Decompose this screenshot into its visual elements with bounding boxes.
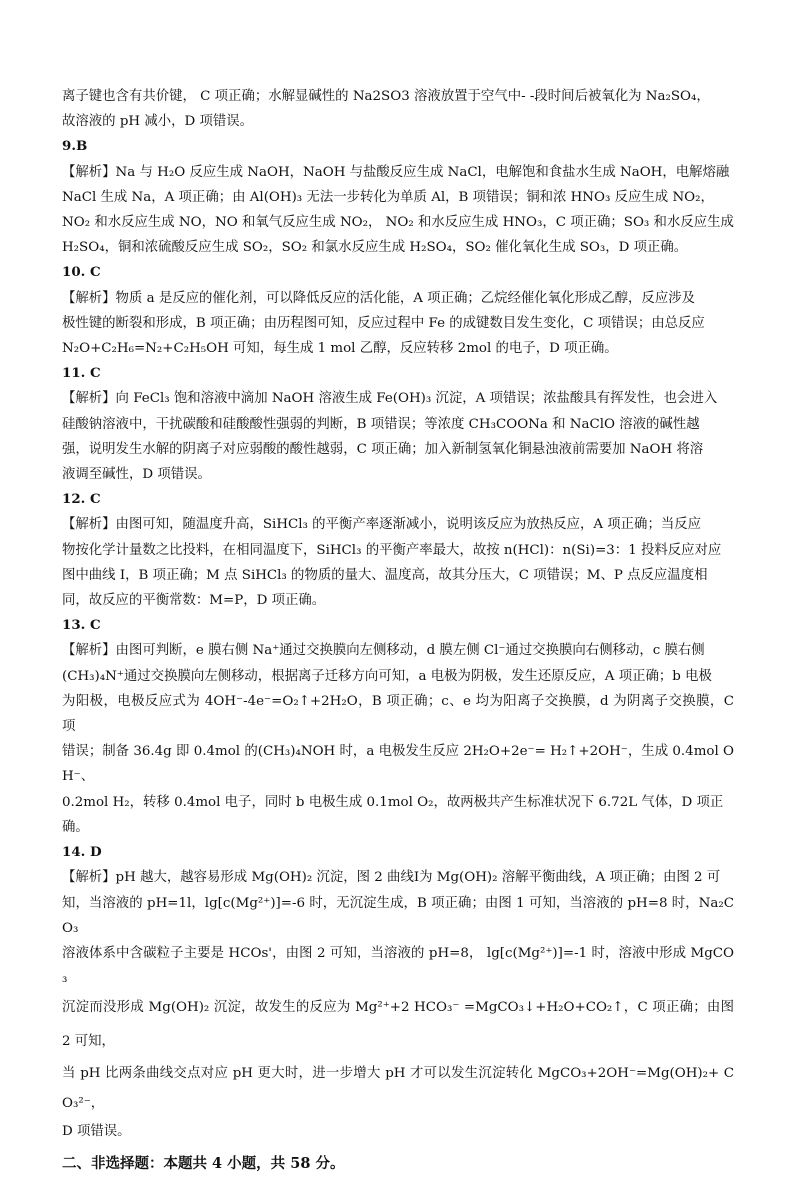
text-line: 离子键也含有共价键， C 项正确；水解显碱性的 Na2SO3 溶液放置于空气中- -段时间后被氧化为 Na₂SO₄， [62,89,710,104]
text-line: 确。 [62,819,89,835]
question-number: 11. C [62,365,101,382]
question-number: 9.B [62,138,88,155]
text-line: H₂SO₄，铜和浓硫酸反应生成 SO₂，SO₂ 和氯水反应生成 H₂SO₄，SO₂ 催化氧化生成 SO₃，D 项正确。 [62,240,688,256]
text-line: 知，当溶液的 pH=1l，lg[c(Mg²⁺)]=-6 时，无沉淀生成，B 项正确；由图 1 可知，当溶液的 pH=8 时，Na₂CO₃ [62,895,734,936]
text-line: (CH₃)₄N⁺通过交换膜向左侧移动，根据离子迁移方向可知，a 电极为阴极，发生还原反应，A 项正确；b 电极 [62,668,712,684]
text-line: N₂O+C₂H₆=N₂+C₂H₅OH 可知，每生成 1 mol 乙醇，反应转移 2mol 的电子，D 项正确。 [62,341,618,357]
text-line: 溶液体系中含碳粒子主要是 HCOs'，由图 2 可知，当溶液的 pH=8， lg[c(Mg²⁺)]=-1 时，溶液中形成 MgCO₃ [62,945,734,987]
text-line: 液调至碱性，D 项错误。 [62,467,211,483]
question-number: 13. C [62,617,101,634]
text-line: 图中曲线 I，B 项正确；M 点 SiHCl₃ 的物质的量大、温度高，故其分压大，C 项错误；M、P 点反应温度相 [62,567,708,583]
text-line: 强，说明发生水解的阴离子对应弱酸的酸性越弱，C 项正确；加入新制氢氧化铜悬浊液前需要加 NaOH 将溶 [62,441,704,457]
question-number: 12. C [62,491,101,508]
question-number: 10. C [62,264,101,281]
text-line: D 项错误。 [62,1124,131,1140]
text-line: 0.2mol H₂，转移 0.4mol 电子，同时 b 电极生成 0.1mol O₂，故两极共产生标准状况下 6.72L 气体，D 项正 [62,794,724,810]
text-line: 沉淀而没形成 Mg(OH)₂ 沉淀，故发生的反应为 Mg²⁺+2 HCO₃⁻ =MgCO₃↓+H₂O+CO₂↑，C 项正确；由图 2 可知， [62,1000,734,1050]
text-line: 【解析】由图可知，随温度升高，SiHCl₃ 的平衡产率逐渐减小，说明该反应为放热反应，A 项正确；当反应 [62,517,702,533]
text-line: 【解析】向 FeCl₃ 饱和溶液中滴加 NaOH 溶液生成 Fe(OH)₃ 沉淀，A 项错误；浓盐酸具有挥发性，也会进入 [62,391,718,407]
answer-page [62,84,734,1179]
text-line: 【解析】Na 与 H₂O 反应生成 NaOH，NaOH 与盐酸反应生成 NaCl，电解饱和食盐水生成 NaOH，电解熔融 [62,164,730,180]
text-line: 硅酸钠溶液中，干扰碳酸和硅酸酸性强弱的判断，B 项错误；等浓度 CH₃COONa 和 NaClO 溶液的碱性越 [62,416,700,432]
text-line: 错误；制备 36.4g 即 0.4mol 的(CH₃)₄NOH 时，a 电极发生反应 2H₂O+2e⁻= H₂↑+2OH⁻，生成 0.4mol OH⁻、 [62,744,734,785]
text-line: 【解析】物质 a 是反应的催化剂，可以降低反应的活化能，A 项正确；乙烷经催化氧化形成乙醇，反应涉及 [62,290,695,306]
text-line: 同，故反应的平衡常数：M=P，D 项正确。 [62,593,326,609]
text-line: 物按化学计量数之比投料，在相同温度下，SiHCl₃ 的平衡产率最大，故按 n(HCl)：n(Si)=3：1 投料反应对应 [62,542,722,558]
question-number: 14. D [62,844,102,861]
text-line: 当 pH 比两条曲线交点对应 pH 更大时，进一步增大 pH 才可以发生沉淀转化 MgCO₃+2OH⁻=Mg(OH)₂+ CO₃²⁻， [62,1066,734,1112]
text-line: 【解析】pH 越大，越容易形成 Mg(OH)₂ 沉淀，图 2 曲线Ⅰ为 Mg(OH)₂ 溶解平衡曲线，A 项正确；由图 2 可 [62,870,721,886]
section-heading: 二、非选择题：本题共 4 小题，共 58 分。 [62,1154,345,1172]
text-line: NO₂ 和水反应生成 NO，NO 和氧气反应生成 NO₂， NO₂ 和水反应生成 HNO₃，C 项正确；SO₃ 和水反应生成 [62,215,734,231]
text-line: 极性键的断裂和形成，B 项正确；由历程图可知，反应过程中 Fe 的成键数目发生变化，C 项错误；由总反应 [62,315,705,331]
text-line: 为阳极，电极反应式为 4OH⁻-4e⁻=O₂↑+2H₂O，B 项正确；c、e 均为阳离子交换膜，d 为阴离子交换膜，C 项 [62,693,734,735]
text-line: NaCl 生成 Na，A 项正确；由 Al(OH)₃ 无法一步转化为单质 Al，B 项错误；铜和浓 HNO₃ 反应生成 NO₂， [62,189,714,205]
text-line: 【解析】由图可判断，e 膜右侧 Na⁺通过交换膜向左侧移动，d 膜左侧 Cl⁻通过交换膜向右侧移动，c 膜右侧 [62,643,705,659]
text-line: 故溶液的 pH 减小，D 项错误。 [62,114,254,130]
